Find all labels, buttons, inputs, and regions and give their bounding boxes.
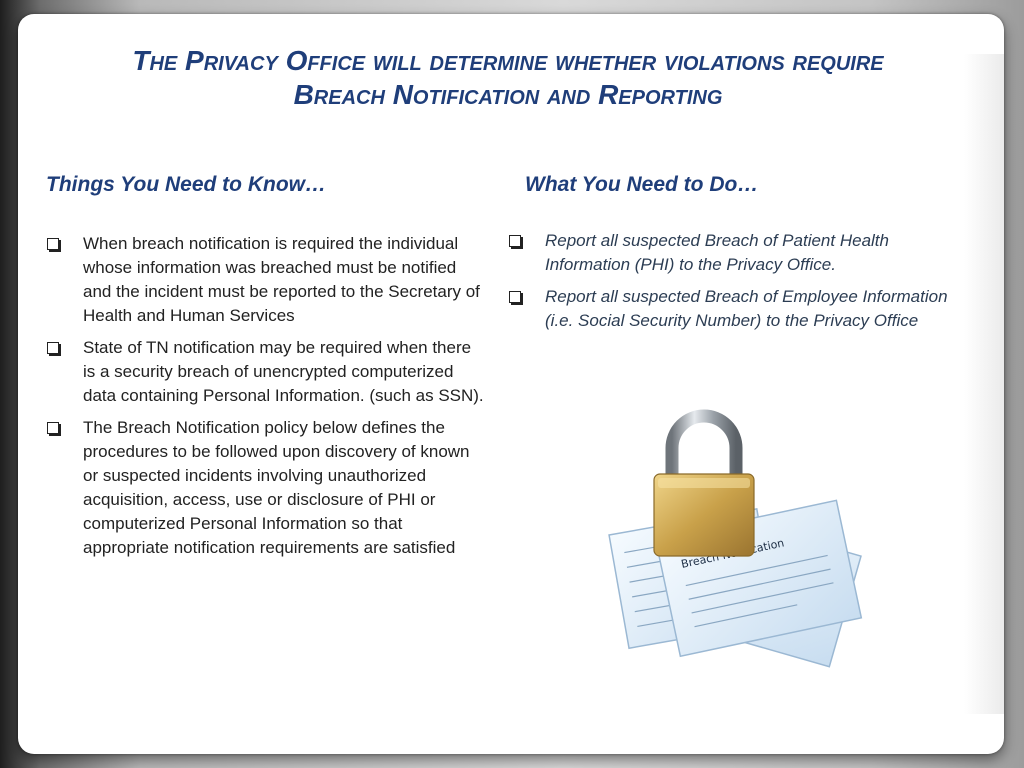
left-bullet-item: [45, 336, 485, 408]
slide-title: [58, 44, 958, 112]
title-line-1: The Privacy Office will determine whether violations require: [132, 45, 884, 76]
checkbox-bullet-icon: [509, 235, 521, 247]
left-bullet-item: [45, 416, 485, 560]
left-column-heading: Things You Need to Know…: [46, 173, 326, 196]
right-bullet-item: [507, 229, 967, 277]
left-bullet-text: State of TN notification may be required when there is a security breach of unencrypted computerized data containing Personal Information. (such as SSN).: [83, 338, 484, 405]
document-label: Breach: [679, 550, 721, 571]
right-bullet-item: [507, 285, 967, 333]
checkbox-bullet-icon: [47, 422, 59, 434]
slide: [18, 14, 1004, 754]
right-bullet-text: Report all suspected Breach of Patient Health Information (PHI) to the Privacy Office.: [545, 231, 889, 274]
left-bullet-item: [45, 232, 485, 328]
checkbox-bullet-icon: [509, 291, 521, 303]
right-bullet-text: Report all suspected Breach of Employee Information (i.e. Social Security Number) to the Privacy Office: [545, 287, 948, 330]
left-bullet-list: [45, 232, 485, 568]
slide-edge-shade: [964, 54, 1004, 714]
padlock-on-documents-icon: [590, 390, 880, 680]
checkbox-bullet-icon: [47, 238, 59, 250]
right-column-heading: What You Need to Do…: [525, 173, 759, 196]
checkbox-bullet-icon: [47, 342, 59, 354]
right-bullet-list: [507, 229, 967, 341]
title-line-2: Breach Notification and Reporting: [293, 79, 723, 110]
left-bullet-text: When breach notification is required the individual whose information was breached must be notified and the incident must be reported to the Secretary of Health and Human Services: [83, 234, 480, 325]
left-bullet-text: The Breach Notification policy below defines the procedures to be followed upon discovery of known or suspected incidents involving unauthorized acquisition, access, use or disclosure of PHI or computerized Personal Information so that appropriate notification requirements are satisfied: [83, 418, 470, 557]
